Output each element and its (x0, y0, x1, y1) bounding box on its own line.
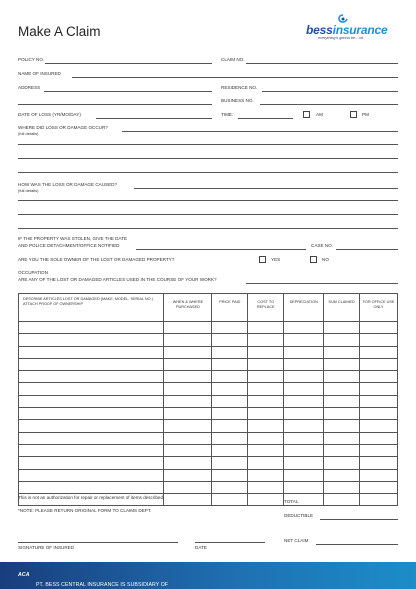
return-note: *NOTE: PLEASE RETURN ORIGINAL FORM TO CLAIMS DEPT. (18, 508, 152, 513)
table-cell[interactable] (248, 358, 284, 370)
table-row (19, 444, 398, 456)
where-loss-line3[interactable] (18, 158, 398, 159)
table-cell[interactable] (360, 432, 398, 444)
page-title: Make A Claim (18, 24, 101, 39)
table-cell[interactable] (212, 432, 248, 444)
claim-no-label: CLAIM NO. (221, 57, 245, 62)
table-cell[interactable] (284, 444, 324, 456)
table-cell[interactable] (212, 334, 248, 346)
table-row (19, 469, 398, 481)
table-cell[interactable] (164, 371, 212, 383)
table-cell[interactable] (164, 383, 212, 395)
table-cell[interactable] (164, 494, 212, 506)
table-row (19, 346, 398, 358)
table-cell[interactable] (19, 322, 164, 334)
table-cell[interactable] (164, 346, 212, 358)
col-header-depreciation: DEPRECIATION (284, 294, 324, 322)
table-cell[interactable] (324, 408, 360, 420)
total-label: TOTAL (284, 499, 299, 504)
table-cell[interactable] (164, 444, 212, 456)
table-cell[interactable] (284, 432, 324, 444)
table-cell[interactable] (284, 383, 324, 395)
pm-checkbox[interactable] (350, 111, 357, 118)
case-no-label: CASE NO. (311, 243, 333, 248)
footer-text: PT. BESS CENTRAL INSURANCE IS SUBSIDIARY OF ACA (18, 572, 169, 588)
table-cell[interactable] (284, 334, 324, 346)
table-cell[interactable] (164, 469, 212, 481)
table-row (19, 481, 398, 493)
table-row (19, 432, 398, 444)
sole-owner-label: ARE YOU THE SOLE OWNER OF THE LOST OR DAMAGED PROPERTY? (18, 257, 175, 262)
col-header-cost-to-replace: COST TO REPLACE (248, 294, 284, 322)
am-label: AM (316, 112, 323, 117)
footer-bar (0, 562, 416, 589)
table-cell[interactable] (360, 322, 398, 334)
table-cell[interactable] (164, 432, 212, 444)
table-cell[interactable] (19, 383, 164, 395)
how-caused-line4[interactable] (18, 228, 398, 229)
table-cell[interactable] (324, 322, 360, 334)
table-cell[interactable] (324, 395, 360, 407)
table-cell[interactable] (324, 481, 360, 493)
table-cell[interactable] (284, 457, 324, 469)
table-cell[interactable] (248, 383, 284, 395)
table-cell[interactable] (212, 322, 248, 334)
table-cell[interactable] (212, 481, 248, 493)
stolen-field[interactable] (136, 249, 306, 250)
table-cell[interactable] (19, 457, 164, 469)
table-cell[interactable] (164, 457, 212, 469)
where-loss-sublabel: (full details) (18, 131, 39, 136)
table-cell[interactable] (324, 358, 360, 370)
table-cell[interactable] (164, 395, 212, 407)
address-field[interactable] (44, 91, 212, 92)
table-cell[interactable] (19, 469, 164, 481)
table-cell[interactable] (19, 334, 164, 346)
yes-label: YES (271, 257, 281, 262)
claim-no-field[interactable] (246, 63, 398, 64)
table-cell[interactable] (248, 408, 284, 420)
used-in-work-label: ARE ANY OF THE LOST OR DAMAGED ARTICLES USED IN THE COURSE OF YOUR WORK? (18, 277, 217, 282)
table-cell[interactable] (248, 334, 284, 346)
table-row (19, 371, 398, 383)
signature-field[interactable] (18, 542, 178, 543)
name-of-insured-label: NAME OF INSURED (18, 71, 61, 76)
table-cell[interactable] (248, 420, 284, 432)
table-cell[interactable] (324, 457, 360, 469)
how-caused-field[interactable] (134, 188, 398, 189)
signature-label: SIGNATURE OF INSURED (18, 545, 75, 550)
table-row (19, 395, 398, 407)
table-cell[interactable] (164, 481, 212, 493)
net-claim-field[interactable] (316, 544, 398, 545)
table-cell[interactable] (212, 469, 248, 481)
business-no-label: BUSINESS NO. (221, 98, 254, 103)
am-checkbox[interactable] (303, 111, 310, 118)
deductible-label: DEDUCTIBLE (284, 513, 314, 518)
table-cell[interactable] (360, 371, 398, 383)
table-cell[interactable] (248, 346, 284, 358)
table-cell[interactable] (164, 358, 212, 370)
table-cell[interactable] (248, 395, 284, 407)
table-cell[interactable] (248, 494, 284, 506)
business-no-field[interactable] (260, 104, 398, 105)
articles-table (18, 293, 398, 506)
time-field[interactable] (238, 118, 293, 119)
table-cell[interactable] (212, 371, 248, 383)
table-cell[interactable] (360, 358, 398, 370)
no-label: NO (322, 257, 329, 262)
table-cell[interactable] (19, 432, 164, 444)
table-cell[interactable] (324, 383, 360, 395)
table-cell[interactable] (212, 395, 248, 407)
date-of-loss-label: DATE OF LOSS (YR/MO/DAY) (18, 112, 81, 117)
table-cell[interactable] (212, 358, 248, 370)
table-row (19, 358, 398, 370)
table-row (19, 408, 398, 420)
pm-label: PM (362, 112, 369, 117)
table-cell[interactable] (248, 457, 284, 469)
table-cell[interactable] (360, 334, 398, 346)
how-caused-label: HOW WAS THE LOSS OR DAMAGE CAUSED? (18, 182, 118, 187)
table-cell[interactable] (324, 334, 360, 346)
where-loss-line2[interactable] (18, 144, 398, 145)
table-cell[interactable] (164, 334, 212, 346)
bess-logo (304, 14, 404, 44)
date-of-loss-field[interactable] (96, 118, 212, 119)
table-cell[interactable] (324, 420, 360, 432)
table-cell[interactable] (284, 408, 324, 420)
table-cell[interactable] (360, 457, 398, 469)
how-caused-sublabel: (full details) (18, 188, 39, 193)
table-cell[interactable] (324, 346, 360, 358)
table-cell[interactable] (360, 346, 398, 358)
address-field-line2[interactable] (18, 104, 212, 105)
where-loss-line4[interactable] (18, 172, 398, 173)
date-field[interactable] (195, 542, 265, 543)
table-cell[interactable] (19, 420, 164, 432)
table-cell[interactable] (324, 469, 360, 481)
table-cell[interactable] (360, 469, 398, 481)
time-label: TIME: (221, 112, 234, 117)
table-cell[interactable] (212, 408, 248, 420)
stolen-label-line1: IF THE PROPERTY WAS STOLEN, GIVE THE DATE (18, 236, 128, 241)
footer-brand: ACA (18, 572, 30, 578)
table-cell[interactable] (19, 346, 164, 358)
how-caused-line3[interactable] (18, 214, 398, 215)
table-cell[interactable] (212, 444, 248, 456)
table-cell[interactable] (248, 432, 284, 444)
table-cell[interactable] (284, 358, 324, 370)
table-cell[interactable] (212, 420, 248, 432)
table-cell[interactable] (360, 395, 398, 407)
col-header-price-paid: PRICE PAID (212, 294, 248, 322)
table-row (19, 420, 398, 432)
policy-no-label: POLICY NO. (18, 57, 45, 62)
stolen-label-line2: AND POLICE DETACHMENT/OFFICE NOTIFIED (18, 243, 120, 248)
deductible-field[interactable] (320, 519, 398, 520)
table-cell[interactable] (284, 371, 324, 383)
address-label: ADDRESS (18, 85, 41, 90)
table-cell[interactable] (360, 420, 398, 432)
table-cell[interactable] (164, 408, 212, 420)
table-cell[interactable] (164, 322, 212, 334)
case-no-field[interactable] (336, 249, 398, 250)
table-cell[interactable] (248, 444, 284, 456)
table-header-row (19, 294, 398, 322)
table-cell[interactable] (19, 408, 164, 420)
col-header-when-where: WHEN & WHERE PURCHASED (164, 294, 212, 322)
table-cell[interactable] (248, 322, 284, 334)
table-cell[interactable] (324, 432, 360, 444)
table-cell[interactable] (212, 346, 248, 358)
table-cell[interactable] (360, 444, 398, 456)
residence-no-field[interactable] (262, 91, 398, 92)
logo-brand: bessinsurance (306, 23, 388, 37)
no-checkbox[interactable] (310, 256, 317, 263)
table-cell[interactable] (212, 383, 248, 395)
table-cell[interactable] (284, 346, 324, 358)
table-cell[interactable] (19, 395, 164, 407)
table-row (19, 383, 398, 395)
date-label: DATE (195, 545, 207, 550)
policy-no-field[interactable] (45, 63, 212, 64)
table-row (19, 334, 398, 346)
table-cell[interactable] (284, 395, 324, 407)
yes-checkbox[interactable] (259, 256, 266, 263)
col-header-sum-claimed: SUM CLAIMED (324, 294, 360, 322)
table-cell[interactable] (19, 481, 164, 493)
table-cell[interactable] (284, 481, 324, 493)
table-cell[interactable] (248, 371, 284, 383)
table-cell[interactable] (212, 494, 248, 506)
table-cell[interactable] (360, 383, 398, 395)
col-header-description: DESCRIBE ARTICLES LOST OR DAMAGED (MAKE, MODEL, SERIAL NO.) ATTACH PROOF OF OWNERSHIP (19, 294, 164, 322)
net-claim-label: NET CLAIM (284, 538, 309, 543)
where-loss-label: WHERE DID LOSS OR DAMAGE OCCUR? (18, 125, 108, 130)
where-loss-field[interactable] (122, 131, 398, 132)
table-cell[interactable] (248, 481, 284, 493)
table-cell[interactable] (324, 444, 360, 456)
table-row (19, 322, 398, 334)
table-cell[interactable] (284, 322, 324, 334)
logo-tagline: everything's gonna be... ok (318, 36, 364, 40)
col-header-office-use: FOR OFFICE USE ONLY (360, 294, 398, 322)
table-cell[interactable] (248, 469, 284, 481)
table-cell[interactable] (360, 408, 398, 420)
table-row (19, 457, 398, 469)
occupation-label: OCCUPATION (18, 270, 48, 275)
table-cell[interactable] (284, 469, 324, 481)
table-cell[interactable] (284, 420, 324, 432)
table-cell[interactable] (212, 457, 248, 469)
table-cell[interactable] (360, 481, 398, 493)
total-field[interactable] (303, 505, 398, 506)
table-cell[interactable] (19, 358, 164, 370)
disclaimer-text: This is not an authorization for repair or replacement of items described (18, 495, 164, 500)
table-cell[interactable] (19, 371, 164, 383)
table-cell[interactable] (164, 420, 212, 432)
used-in-work-field[interactable] (246, 283, 398, 284)
table-cell[interactable] (324, 371, 360, 383)
table-cell[interactable] (19, 444, 164, 456)
how-caused-line2[interactable] (18, 200, 398, 201)
name-of-insured-field[interactable] (72, 77, 398, 78)
residence-no-label: RESIDENCE NO. (221, 85, 258, 90)
